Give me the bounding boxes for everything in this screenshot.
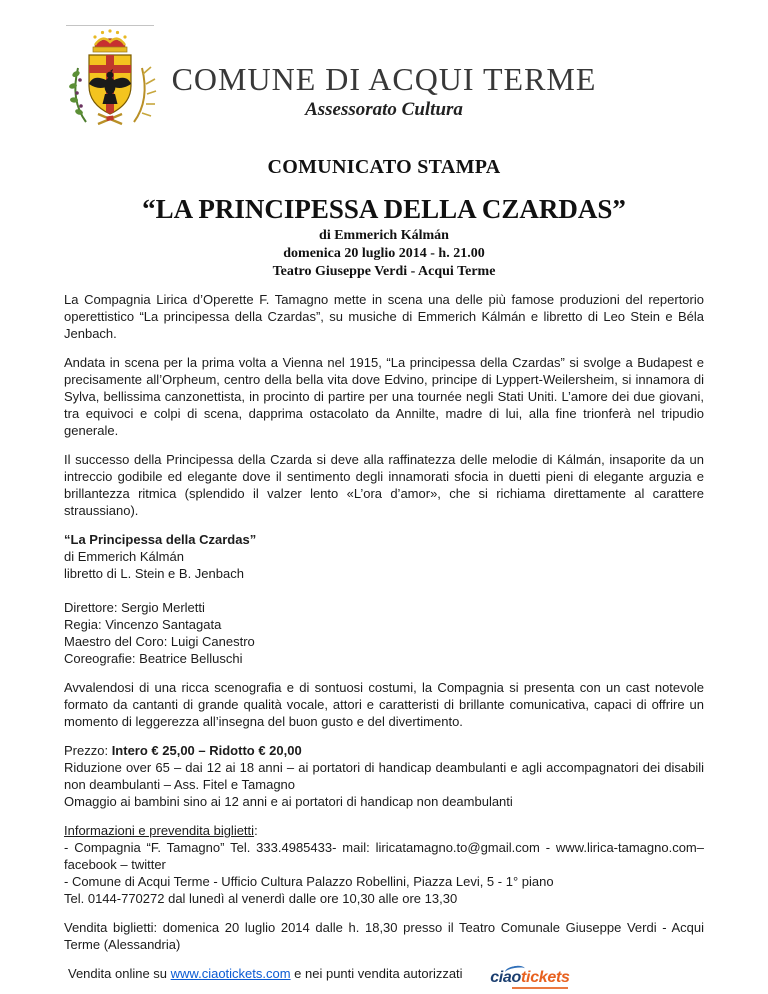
info-municipality-office: - Comune di Acqui Terme - Ufficio Cultura Palazzo Robellini, Piazza Levi, 5 - 1° piano [64,874,554,889]
paragraph-intro: La Compagnia Lirica d’Operette F. Tamagno mette in scena una delle più famose produzioni del repertorio operettistico “La principessa della Czardas”, su musiche di Emmerich Kálmán e libretto di Leo Stein e Béla Jenbach. [64,292,704,341]
document-header [0,0,768,148]
show-author: di Emmerich Kálmán [319,228,449,243]
credits-title: “La Principessa della Czardas” [64,532,257,547]
online-sale-line [64,965,704,989]
ciaotickets-logo-ciao: ciao [490,969,522,986]
paragraph-music: Il successo della Principessa della Czarda si deve alla raffinatezza delle melodie di Kálmán, insaporite da un intreccio godibile ed elegante dove il sentimento degli innamorati sfocia in duetti pieni di elegante arguzia e brillantezza ritmica (splendido il valzer lento «L’ora d’amor», che si richiama direttamente al carattere straussiano). [64,452,704,518]
credits-block [64,531,704,667]
ciaotickets-tagline-bar [512,987,568,989]
info-phone-hours: Tel. 0144-770272 dal lunedì al venerdì dalle ore 10,30 alle ore 13,30 [64,891,458,906]
price-label: Prezzo: [64,743,112,758]
crown-icon [93,29,127,52]
online-sale-prefix: Vendita online su [68,966,171,981]
acqui-terme-coat-of-arms-logo [60,24,160,138]
info-heading: Informazioni e prevendita biglietti [64,823,255,838]
online-sale-suffix: e nei punti vendita autorizzati [290,966,463,981]
document-body [64,291,704,989]
laurel-branch-icon [134,67,156,122]
paragraph-plot: Andata in scena per la prima volta a Vienna nel 1915, “La principessa della Czardas” si svolge a Budapest e precisamente all’Orpheum, centro della bella vita dove Edvino, principe di Lyppert-Weilersheim, si innamora di Sylva, bellissima canzonettista, in procinto di partire per una tournée negli Stati Uniti. L’amore dei due giovani, tra equivoci e colpi di scena, dapprima ostacolato da Annilte, madre di lui, alla fine trionferà nel tripudio generale. [64,355,704,438]
credit-director: Direttore: Sergio Merletti [64,600,205,615]
show-venue: Teatro Giuseppe Verdi - Acqui Terme [272,264,496,279]
credit-choirmaster: Maestro del Coro: Luigi Canestro [64,634,255,649]
press-release-label: COMUNICATO STAMPA [267,156,501,178]
municipality-title: COMUNE DI ACQUI TERME [171,61,597,97]
credit-choreography: Coreografie: Beatrice Belluschi [64,651,243,666]
show-datetime: domenica 20 luglio 2014 - h. 21.00 [283,246,485,261]
price-reduction: Riduzione over 65 – dai 12 ai 18 anni – ai portatori di handicap deambulanti e agli accompagnatori dei disabili non deambulanti – Ass. Fitel e Tamagno [64,760,704,792]
ciaotickets-logo [490,969,569,989]
ciaotickets-logo-tickets: tickets [521,969,570,986]
info-company-contacts: - Compagnia “F. Tamagno” Tel. 333.4985433- mail: liricatamagno.to@gmail.com - www.lirica-tamagno.com– facebook – twitter [64,840,704,872]
credits-libretto: libretto di L. Stein e B. Jenbach [64,566,244,581]
price-free-admission: Omaggio ai bambini sino ai 12 anni e ai portatori di handicap non deambulanti [64,794,513,809]
ticket-sale-info: Vendita biglietti: domenica 20 luglio 2014 dalle h. 18,30 presso il Teatro Comunale Giuseppe Verdi - Acqui Terme (Alessandria) [64,920,704,952]
credits-composer: di Emmerich Kálmán [64,549,184,564]
price-values: Intero € 25,00 – Ridotto € 20,00 [111,743,302,758]
pricing-block [64,742,704,810]
credit-staging: Regia: Vincenzo Santagata [64,617,222,632]
info-heading-colon: : [254,823,258,838]
show-title: “LA PRINCIPESSA DELLA CZARDAS” [142,194,626,224]
price-line [64,742,704,759]
info-heading-line [64,822,704,839]
ciaotickets-link[interactable]: www.ciaotickets.com [170,966,291,981]
department-subtitle: Assessorato Cultura [305,99,463,120]
vine-branch-icon [68,68,86,122]
paragraph-cast: Avvalendosi di una ricca scenografia e di sontuosi costumi, la Compagnia si presenta con un cast notevole formato da cantanti di grande qualità vocale, attori e caratteristi di brillante comunicativa, capaci di offrire un momento di leggerezza all’insegna del buon gusto e del divertimento. [64,680,704,729]
info-block [64,822,704,907]
